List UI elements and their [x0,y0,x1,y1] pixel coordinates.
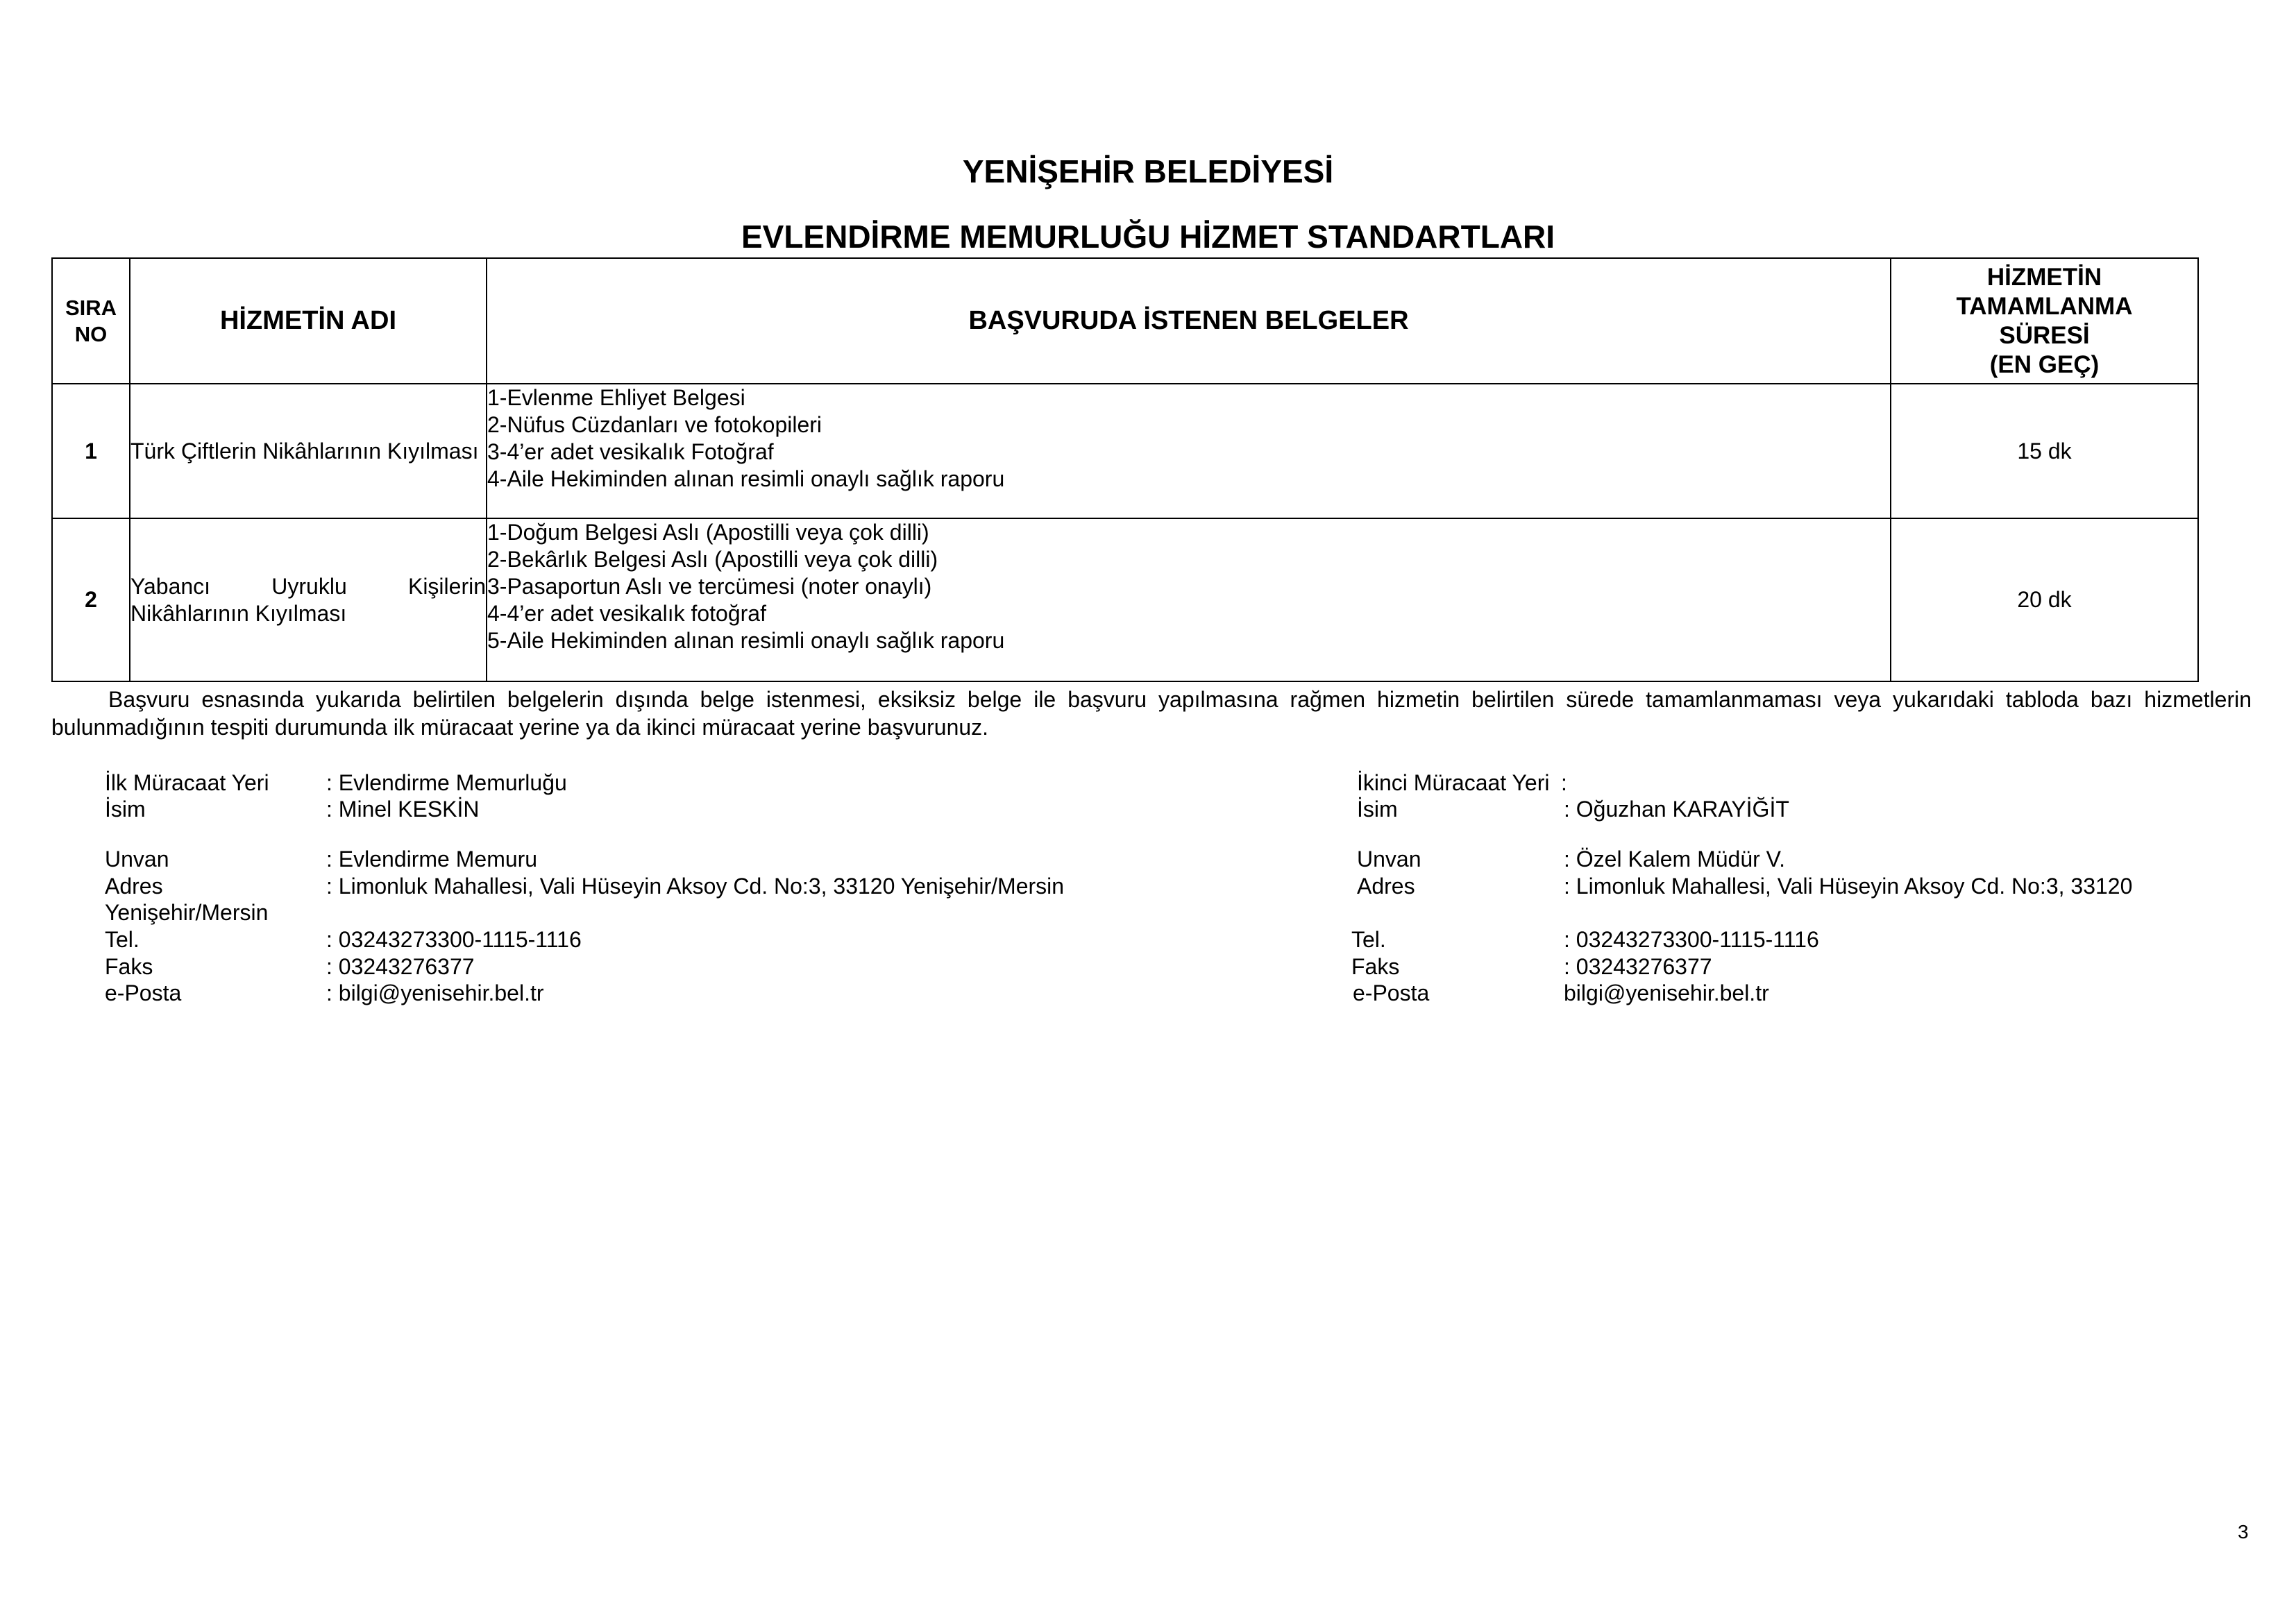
document-item: 3-Pasaportun Aslı ve tercümesi (noter onaylı) [487,574,932,599]
second-fax-value: : 03243276377 [1564,954,1712,979]
second-title-value: : Özel Kalem Müdür V. [1564,847,1785,872]
document-item: 4-Aile Hekiminden alınan resimli onaylı sağlık raporu [487,466,1005,491]
table-row [52,384,2198,518]
row-number: 1 [52,384,130,518]
second-name-label: İsim [1357,797,1398,822]
document-item: 2-Nüfus Cüzdanları ve fotokopileri [487,412,822,437]
completion-time: 20 dk [1891,518,2198,681]
first-email-label: e-Posta [105,980,182,1005]
second-address-value: : Limonluk Mahallesi, Vali Hüseyin Aksoy Cd. No:3, 33120 [1564,874,2133,899]
column-header-service-name: HİZMETİN ADI [130,258,487,384]
table-header-row [52,258,2198,384]
document-item: 1-Doğum Belgesi Aslı (Apostilli veya çok dilli) [487,520,929,545]
first-title-value: : Evlendirme Memuru [326,847,538,872]
document-item: 1-Evlenme Ehliyet Belgesi [487,385,745,410]
row-number: 2 [52,518,130,681]
required-documents [487,384,1891,518]
document-title: EVLENDİRME MEMURLUĞU HİZMET STANDARTLARI [741,219,1555,255]
document-item: 5-Aile Hekiminden alınan resimli onaylı sağlık raporu [487,628,1005,653]
first-address-label: Adres [105,874,163,899]
first-name-label: İsim [105,797,146,822]
second-email-value: bilgi@yenisehir.bel.tr [1564,980,1769,1005]
second-tel-value: : 03243273300-1115-1116 [1564,927,1819,952]
first-place-label: İlk Müracaat Yeri [105,770,269,795]
first-place-value: : Evlendirme Memurluğu [326,770,567,795]
page-number: 3 [2238,1521,2249,1543]
application-note: Başvuru esnasında yukarıda belirtilen belgelerin dışında belge istenmesi, eksiksiz belge ile başvuru yapılmasına rağmen hizmetin belirtilen sürede tamamlanmaması veya yukarıdaki tabloda bazı hizmetlerin bulunmadığının tespiti durumunda ilk müracaat yerine ya da ikinci müracaat yerine başvurunuz. [51,687,2252,740]
service-name: Yabancı Uyruklu Kişilerin Nikâhlarının Kıyılması [130,518,487,681]
organization-title: YENİŞEHİR BELEDİYESİ [962,153,1334,189]
required-documents [487,518,1891,681]
first-address-value: : Limonluk Mahallesi, Vali Hüseyin Aksoy Cd. No:3, 33120 Yenişehir/Mersin [326,874,1065,899]
column-header-documents: BAŞVURUDA İSTENEN BELGELER [487,258,1891,384]
first-email-value: : bilgi@yenisehir.bel.tr [326,980,544,1005]
first-tel-value: : 03243273300-1115-1116 [326,927,582,952]
first-fax-value: : 03243276377 [326,954,475,979]
second-email-label: e-Posta [1353,980,1430,1005]
first-title-label: Unvan [105,847,169,872]
first-address-wrap: Yenişehir/Mersin [105,900,269,925]
second-tel-label: Tel. [1351,927,1386,952]
column-header-sira: SIRA NO [52,258,130,384]
second-title-label: Unvan [1357,847,1421,872]
second-fax-label: Faks [1351,954,1400,979]
second-name-value: : Oğuzhan KARAYİĞİT [1564,797,1789,822]
document-item: 4-4’er adet vesikalık fotoğraf [487,601,766,626]
table-row [52,518,2198,681]
document-item: 3-4’er adet vesikalık Fotoğraf [487,439,774,464]
service-name: Türk Çiftlerin Nikâhlarının Kıyılması [130,384,487,518]
first-name-value: : Minel KESKİN [326,797,480,822]
second-address-label: Adres [1357,874,1415,899]
document-item: 2-Bekârlık Belgesi Aslı (Apostilli veya çok dilli) [487,547,938,572]
second-place-value: : [1561,770,1567,795]
first-tel-label: Tel. [105,927,140,952]
first-fax-label: Faks [105,954,153,979]
service-standards-table [51,257,2199,682]
second-place-label: İkinci Müracaat Yeri [1357,770,1550,795]
column-header-completion-time: HİZMETİN TAMAMLANMA SÜRESİ (EN GEÇ) [1891,258,2198,384]
completion-time: 15 dk [1891,384,2198,518]
